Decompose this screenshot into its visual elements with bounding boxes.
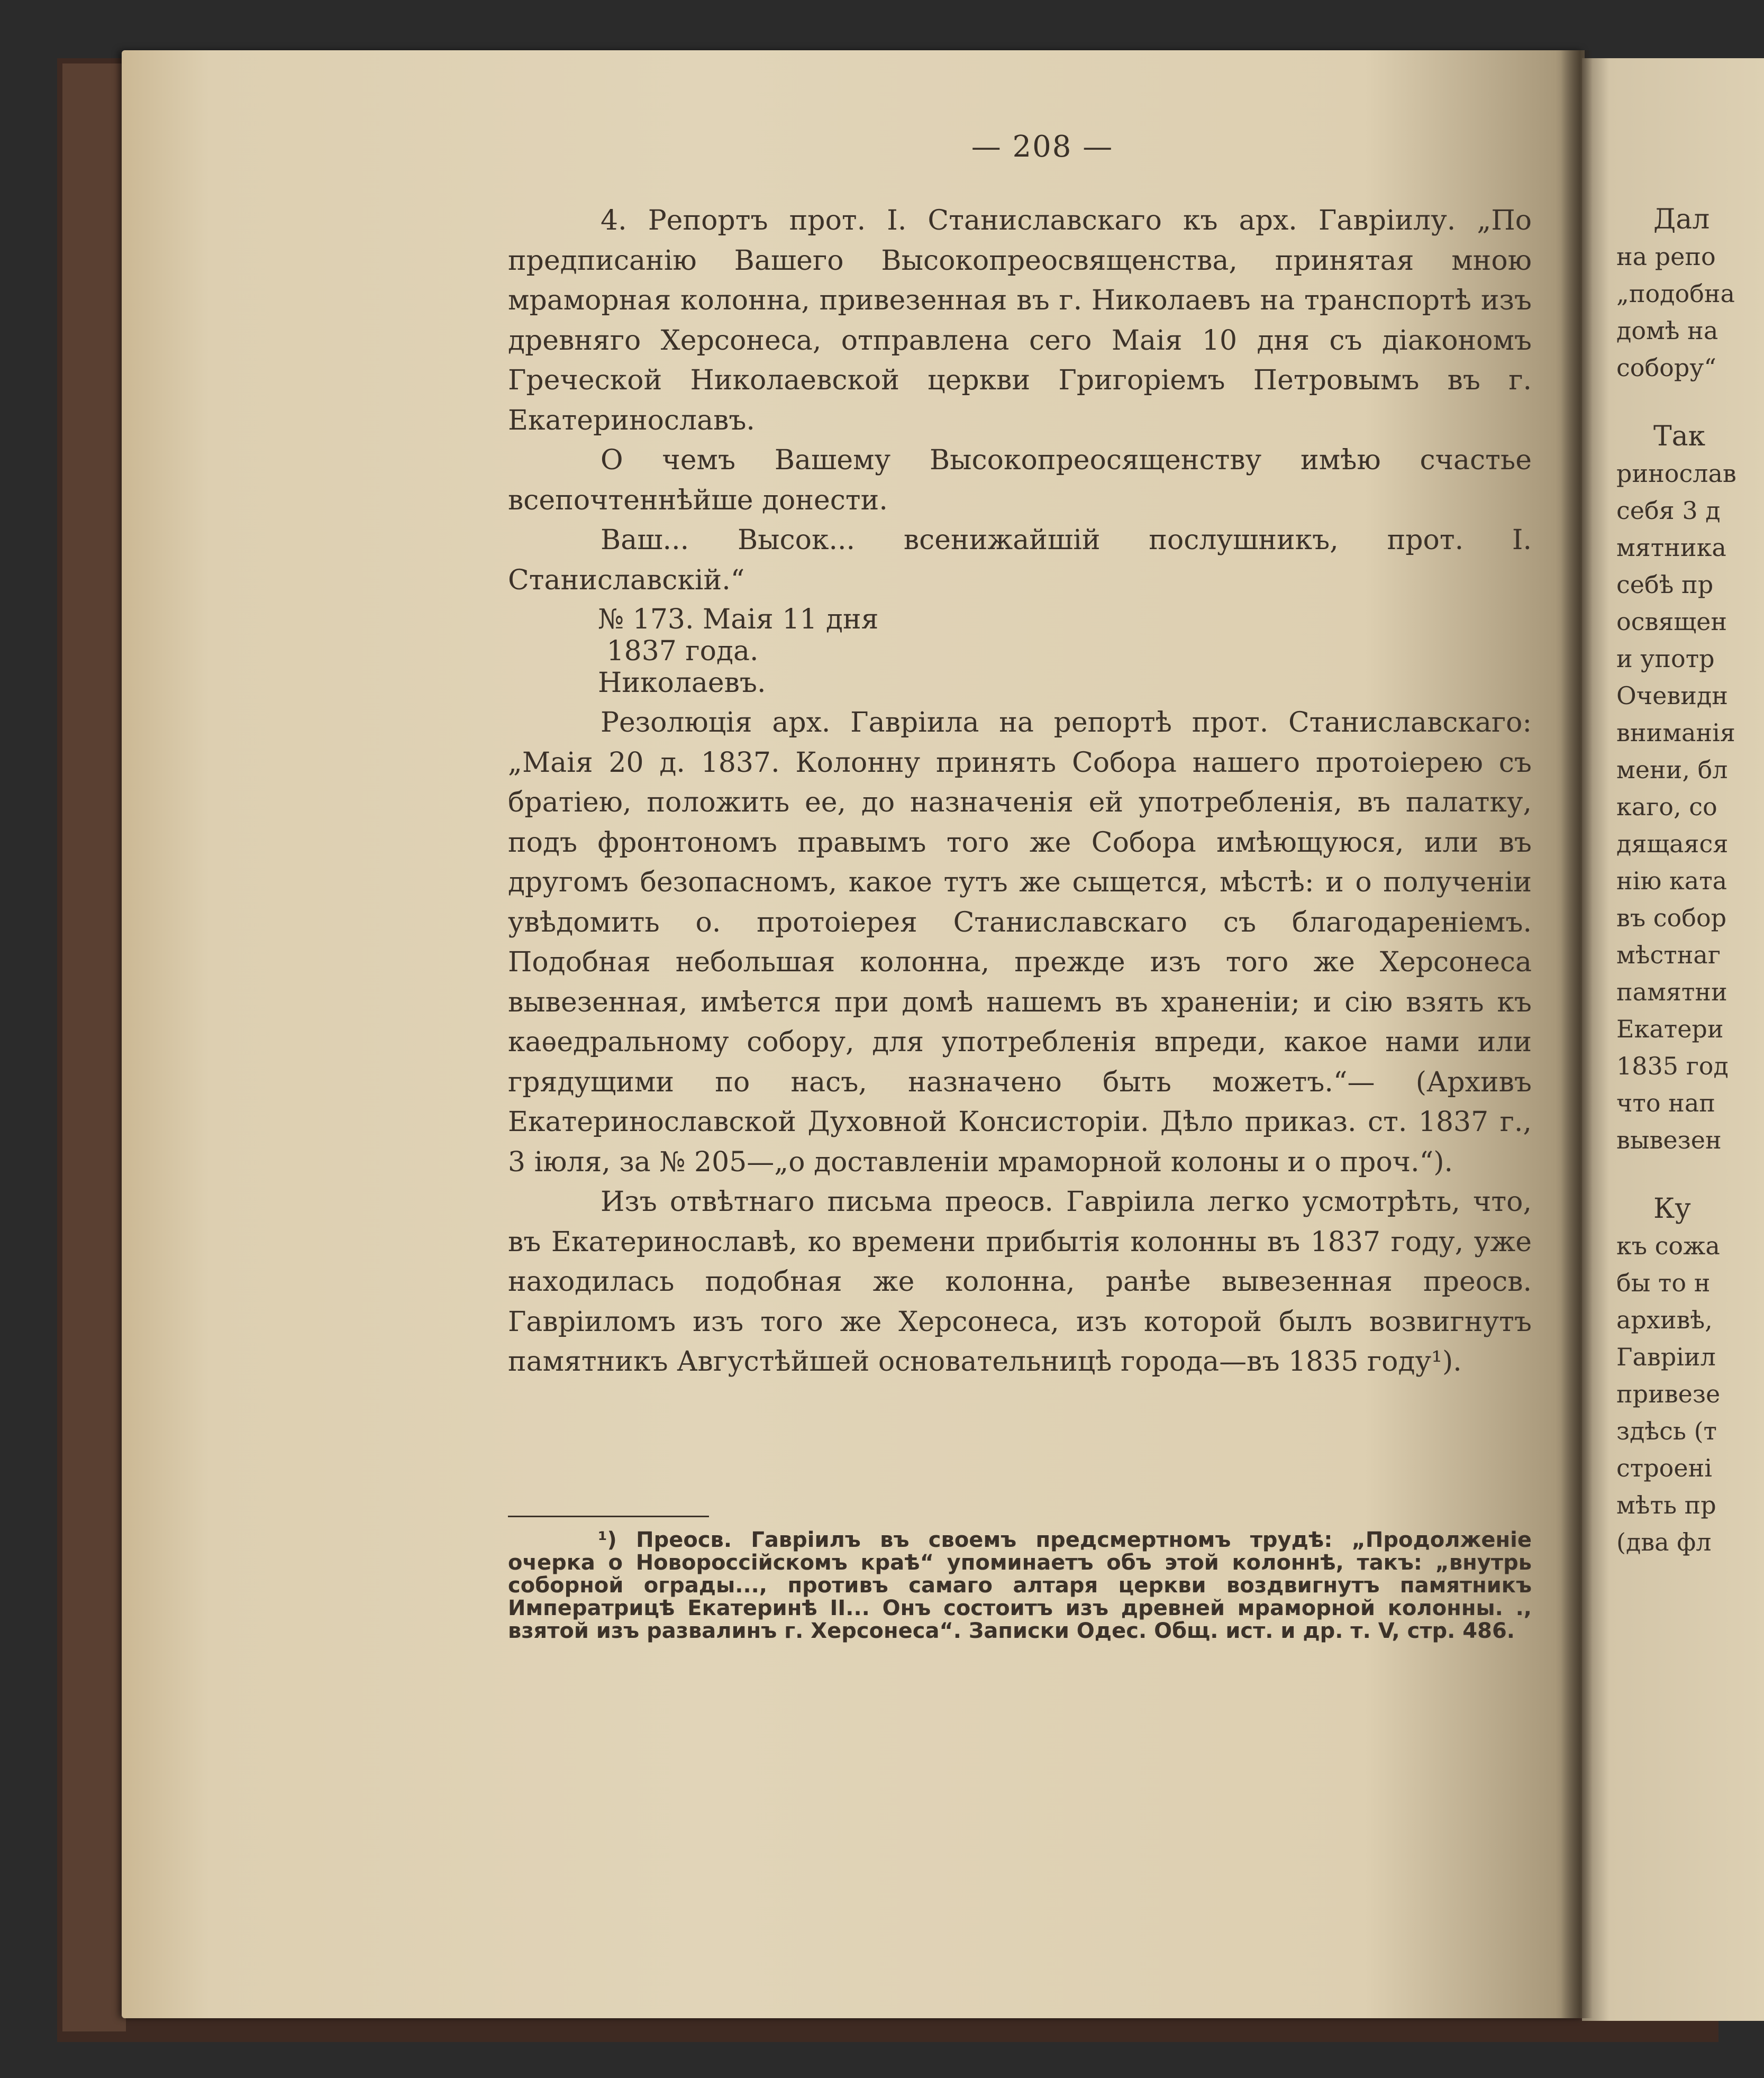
right-line: Гаврiил <box>1616 1343 1716 1371</box>
paragraph-gap <box>1616 386 1764 418</box>
right-line: (два фл <box>1616 1528 1712 1556</box>
right-line: на репо <box>1616 242 1716 271</box>
right-line: дящаяся <box>1616 830 1729 858</box>
right-line: мѣть пр <box>1616 1491 1716 1519</box>
paragraph-report-close: О чемъ Вашему Высокопреосященству имѣю счастье всепочтеннѣйше донести. <box>508 444 1532 516</box>
right-line: здѣсь (т <box>1616 1417 1717 1445</box>
right-line: каго, со <box>1616 792 1717 821</box>
footnote-text: ¹) Преосв. Гаврiилъ въ своемъ предсмертномъ трудѣ: „Продолженiе очерка о Новороссiйскомъ краѣ“ упоминаетъ объ этой колоннѣ, такъ: „внутрь соборной ограды..., противъ самаго алтаря церкви воздвигнутъ памятникъ Императрицѣ Екатеринѣ II... Онъ состоитъ изъ древней мраморной колонны. ., взятой изъ развалинъ г. Херсонеса“. Записки Одес. Общ. ист. и др. т. V, стр. 486. <box>508 1528 1532 1643</box>
right-line: Дал <box>1653 204 1710 235</box>
right-line: и употр <box>1616 644 1715 673</box>
right-line: бы то н <box>1616 1269 1711 1297</box>
right-line: мятника <box>1616 533 1726 562</box>
right-line: памятни <box>1616 978 1727 1006</box>
right-line: вывезен <box>1616 1126 1722 1154</box>
right-line: себѣ пр <box>1616 570 1714 599</box>
right-line: ринослав <box>1616 459 1736 488</box>
right-line: Так <box>1653 421 1706 452</box>
signature-line: 1837 года. <box>598 635 759 667</box>
right-line: Екатери <box>1616 1015 1724 1043</box>
paragraph-report: 4. Репортъ прот. І. Станиславскаго къ арх. Гаврiилу. „По предписанiю Вашего Высокопреосвященства, принятая мною мраморная колонна, привезенная въ г. Николаевъ на транспортѣ изъ древняго Херсонеса, отправлена сего Маiя 10 дня съ дiакономъ Греческой Николаевской церкви Григорiемъ Петровымъ въ г. Екатеринославъ. <box>508 205 1532 436</box>
right-line: себя 3 д <box>1616 496 1721 525</box>
right-line: строенi <box>1616 1454 1712 1482</box>
paragraph-resolution: Резолюцiя арх. Гаврiила на репортѣ прот. Станиславскаго: „Маiя 20 д. 1837. Колонну принять Собора нашего протоiерею съ братiею, положить ее, до назначенiя ей употребленiя, въ палатку, подъ фронтономъ правымъ того же Собора имѣющуюся, или въ другомъ безопасномъ, какое тутъ же сыщется, мѣстѣ: и о полученiи увѣдомить о. протоiерея Станиславскаго съ благодаренiемъ. Подобная небольшая колонна, прежде изъ того же Херсонеса вывезенная, имѣется при домѣ нашемъ въ храненiи; и сiю взять къ каѳедральному собору, для употребленiя впреди, какое нами или грядущими по насъ, назначено быть можетъ.“— (Архивъ Екатеринославской Духовной Консисторiи. Дѣло приказ. ст. 1837 г., 3 iюля, за № 205—„о доставленiи мраморной колоны и о проч.“). <box>508 707 1532 1178</box>
right-line: мени, бл <box>1616 755 1728 784</box>
book-gutter <box>1561 50 1593 2018</box>
right-line: къ сожа <box>1616 1232 1720 1260</box>
right-line: Ку <box>1653 1193 1691 1225</box>
right-line: 1835 год <box>1616 1052 1729 1080</box>
right-line: что нап <box>1616 1089 1715 1117</box>
paragraph-gap <box>1616 1159 1764 1190</box>
right-line: архивѣ, <box>1616 1306 1713 1334</box>
signature-line: № 173. Маiя 11 дня <box>598 604 879 635</box>
right-line: освящен <box>1616 607 1727 636</box>
paragraph-reply: Изъ отвѣтнаго письма преосв. Гаврiила легко усмотрѣть, что, въ Екатеринославѣ, ко времени прибытiя колонны въ 1837 году, уже находилась подобная же колонна, ранѣе вывезенная преосв. Гаврiиломъ изъ того же Херсонеса, изъ которой былъ возвигнутъ памятникъ Августѣйшей основательницѣ города—въ 1835 году¹). <box>508 1186 1532 1378</box>
right-line: собору“ <box>1616 353 1716 382</box>
right-line: въ собор <box>1616 904 1727 932</box>
paragraph-report-sign: Ваш... Высок... всенижайшiй послушникъ, прот. І. Станиславскiй.“ <box>508 524 1532 596</box>
right-line: домѣ на <box>1616 316 1718 345</box>
footnote <box>508 1529 1532 1643</box>
right-line: нiю ката <box>1616 867 1727 895</box>
main-text <box>508 201 1532 1382</box>
page-number: — 208 — <box>971 130 1114 164</box>
right-page-text <box>1616 201 1764 1561</box>
right-line: „подобна <box>1616 279 1735 308</box>
footnote-rule <box>508 1516 709 1517</box>
right-line: вниманiя <box>1616 718 1735 747</box>
signature-line: Николаевъ. <box>598 667 766 699</box>
right-line: мѣстнаг <box>1616 941 1721 969</box>
cover-edge <box>62 63 126 2031</box>
right-line: Очевидн <box>1616 681 1728 710</box>
right-line: привезе <box>1616 1380 1721 1408</box>
signature-block <box>508 604 1532 699</box>
